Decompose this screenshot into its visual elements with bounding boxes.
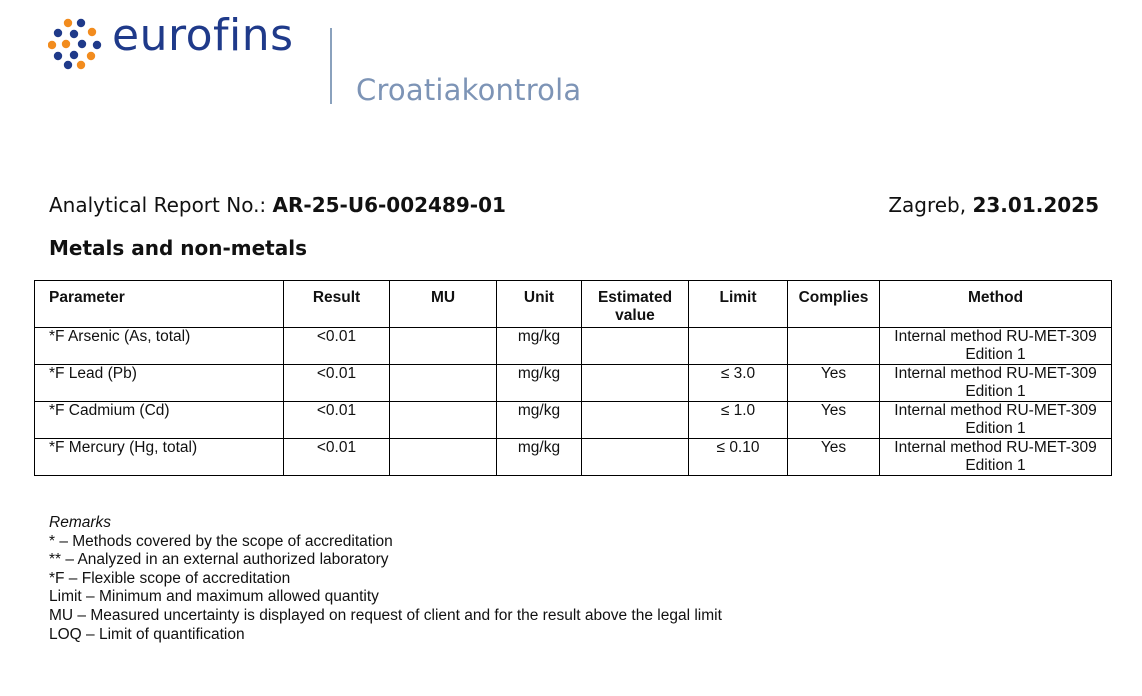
cell-estimated-value: [582, 402, 689, 439]
column-header-mu: MU: [390, 281, 497, 328]
remark-line: *F – Flexible scope of accreditation: [49, 569, 291, 587]
cell-unit: mg/kg: [497, 402, 582, 439]
report-number: AR-25-U6-002489-01: [272, 193, 506, 217]
cell-estimated-value: [582, 365, 689, 402]
cell-limit: [689, 328, 788, 365]
report-number-line: [49, 195, 506, 215]
cell-complies: Yes: [788, 365, 880, 402]
cell-method: [880, 328, 1112, 365]
cell-parameter: *F Arsenic (As, total): [35, 328, 284, 365]
table-header-row: [35, 281, 1112, 328]
eurofins-logo-mark: [48, 18, 102, 70]
table-row: [35, 439, 1112, 476]
cell-complies: Yes: [788, 402, 880, 439]
eurofins-logo-wordmark: eurofins: [112, 10, 294, 61]
method-name: Internal method RU-MET-309: [894, 402, 1097, 419]
results-table: [34, 280, 1112, 476]
column-header-unit: Unit: [497, 281, 582, 328]
cell-mu: [390, 439, 497, 476]
remarks-section: [49, 514, 722, 644]
method-edition: Edition 1: [965, 383, 1026, 400]
cell-result: <0.01: [284, 402, 390, 439]
method-name: Internal method RU-MET-309: [894, 365, 1097, 382]
cell-mu: [390, 365, 497, 402]
cell-unit: mg/kg: [497, 365, 582, 402]
cell-parameter: *F Cadmium (Cd): [35, 402, 284, 439]
logo-divider: [330, 28, 332, 104]
column-header-limit: Limit: [689, 281, 788, 328]
cell-result: <0.01: [284, 328, 390, 365]
cell-limit: ≤ 1.0: [689, 402, 788, 439]
remark-line: LOQ – Limit of quantification: [49, 625, 245, 643]
cell-method: [880, 365, 1112, 402]
remarks-title: Remarks: [49, 514, 112, 531]
cell-estimated-value: [582, 439, 689, 476]
remark-line: * – Methods covered by the scope of accreditation: [49, 532, 393, 550]
cell-unit: mg/kg: [497, 439, 582, 476]
method-edition: Edition 1: [965, 457, 1026, 474]
report-date-line: [888, 195, 1099, 215]
remark-line: Limit – Minimum and maximum allowed quantity: [49, 588, 379, 606]
cell-result: <0.01: [284, 439, 390, 476]
cell-complies: Yes: [788, 439, 880, 476]
method-name: Internal method RU-MET-309: [894, 328, 1097, 345]
croatiakontrola-logo-text: Croatiakontrola: [356, 73, 582, 107]
report-number-label: Analytical Report No.:: [49, 193, 267, 217]
cell-complies: [788, 328, 880, 365]
column-header-parameter: Parameter: [35, 281, 284, 328]
table-row: [35, 328, 1112, 365]
column-header-estimated-value: Estimated value: [582, 281, 689, 328]
method-edition: Edition 1: [965, 420, 1026, 437]
table-row: [35, 402, 1112, 439]
column-header-result: Result: [284, 281, 390, 328]
remark-line: MU – Measured uncertainty is displayed on request of client and for the result above the legal limit: [49, 606, 722, 624]
cell-unit: mg/kg: [497, 328, 582, 365]
cell-mu: [390, 328, 497, 365]
cell-method: [880, 402, 1112, 439]
remark-line: ** – Analyzed in an external authorized laboratory: [49, 551, 389, 569]
cell-result: <0.01: [284, 365, 390, 402]
cell-mu: [390, 402, 497, 439]
cell-parameter: *F Lead (Pb): [35, 365, 284, 402]
section-title: Metals and non-metals: [49, 236, 307, 260]
method-name: Internal method RU-MET-309: [894, 439, 1097, 456]
report-city: Zagreb,: [888, 193, 967, 217]
column-header-method: Method: [880, 281, 1112, 328]
table-row: [35, 365, 1112, 402]
cell-estimated-value: [582, 328, 689, 365]
report-date: 23.01.2025: [972, 193, 1099, 217]
method-edition: Edition 1: [965, 346, 1026, 363]
cell-method: [880, 439, 1112, 476]
column-header-complies: Complies: [788, 281, 880, 328]
cell-limit: ≤ 3.0: [689, 365, 788, 402]
cell-limit: ≤ 0.10: [689, 439, 788, 476]
cell-parameter: *F Mercury (Hg, total): [35, 439, 284, 476]
